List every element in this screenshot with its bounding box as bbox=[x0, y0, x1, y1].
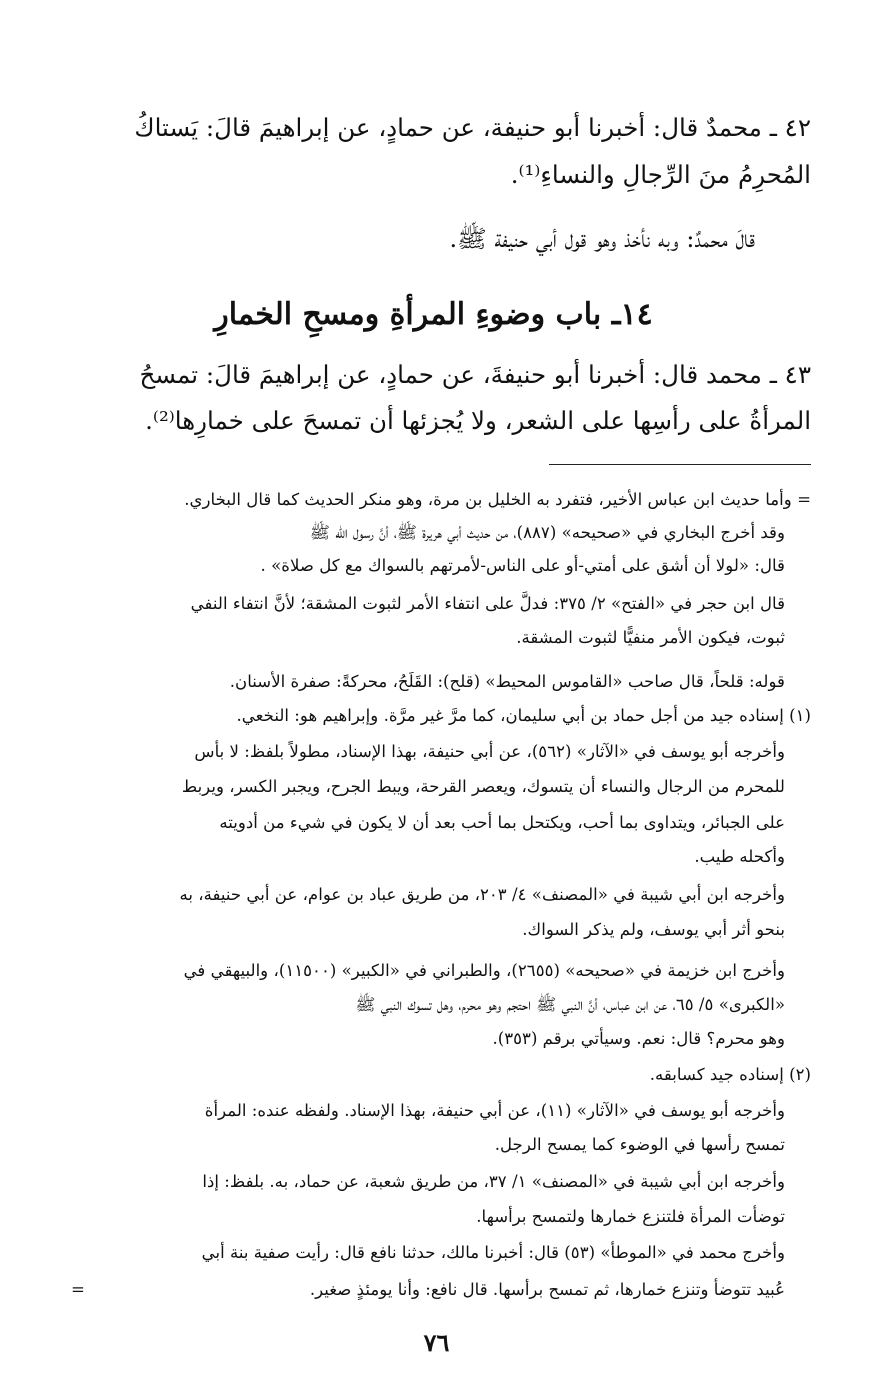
footnote-separator bbox=[549, 464, 811, 465]
hadith-43-line-1: ٤٣ ـ محمد قال: أخبرنا أبو حنيفةَ، عن حمادٍ، عن إبراهيمَ قالَ: تمسحُ bbox=[139, 360, 811, 389]
footnote-line: وأخرجه أبو يوسف في «الآثار» (١١)، عن أبي حنيفة، بهذا الإسناد. ولفظه عنده: المرأة bbox=[204, 1101, 785, 1120]
footnote-line: ثبوت، فيكون الأمر منفيًّا لثبوت المشقة. bbox=[516, 628, 785, 647]
footnote-line: توضأت المرأة فلتنزع خمارها ولتمسح برأسها. bbox=[476, 1207, 785, 1226]
footnote-line: بنحو أثر أبي يوسف، ولم يذكر السواك. bbox=[522, 920, 785, 939]
footnote-line: وأخرجه ابن أبي شيبة في «المصنف» ٤/ ٢٠٣، من طريق عباد بن عوام، عن أبي حنيفة، به bbox=[179, 885, 785, 904]
footnote-line: عُبيد تتوضأ وتنزع خمارها، ثم تمسح برأسها. قال نافع: وأنا يومئذٍ صغير. bbox=[309, 1280, 785, 1299]
footnote-line: = وأما حديث ابن عباس الأخير، فتفرد به الخليل بن مرة، وهو منكر الحديث كما قال البخاري. bbox=[184, 490, 811, 509]
footnote-line: وقد أخرج البخاري في «صحيحه» (٨٨٧)، من حديث أبي هريرة ﷺ، أنَّ رسول الله ﷺ bbox=[309, 523, 785, 542]
footnote-line: وأخرج محمد في «الموطأ» (٥٣) قال: أخبرنا مالك، حدثنا نافع قال: رأيت صفية بنة أبي bbox=[201, 1243, 785, 1262]
footnote-line: قال ابن حجر في «الفتح» ٢/ ٣٧٥: فدلَّ على انتفاء الأمر لثبوت المشقة؛ لأنَّ انتفاء النفي bbox=[190, 594, 785, 613]
continuation-mark: = bbox=[71, 1280, 85, 1299]
footnote-line: وأخرجه ابن أبي شيبة في «المصنف» ١/ ٣٧، من طريق شعبة، عن حماد، به. بلفظ: إذا bbox=[202, 1172, 785, 1191]
footnote-line: للمحرم من الرجال والنساء أن يتسوك، ويعصر القرحة، ويبط الجرح، ويجبر الكسر، ويربط bbox=[181, 777, 785, 796]
hadith-42-line-1: ٤٢ ـ محمدٌ قال: أخبرنا أبو حنيفة، عن حمادٍ، عن إبراهيمَ قالَ: يَستاكُ bbox=[134, 113, 811, 142]
hadith-42-comment: قالَ محمدٌ: وبه نأخذ وهو قول أبي حنيفة ﷺ. bbox=[449, 224, 755, 253]
hadith-42-line-2: المُحرِمُ منَ الرِّجالِ والنساءِ⁽¹⁾. bbox=[510, 160, 811, 189]
page-number: ٧٦ bbox=[423, 1328, 450, 1357]
chapter-heading: ١٤ـ باب وضوءِ المرأةِ ومسحِ الخمارِ bbox=[214, 297, 653, 332]
hadith-43-line-2: المرأةُ على رأسِها على الشعر، ولا يُجزئها أن تمسحَ على خمارِها⁽²⁾. bbox=[145, 406, 811, 435]
footnote-line: تمسح رأسها في الوضوء كما يمسح الرجل. bbox=[494, 1135, 785, 1154]
footnote-line: وأخرج ابن خزيمة في «صحيحه» (٢٦٥٥)، والطبراني في «الكبير» (١١٥٠٠)، والبيهقي في bbox=[183, 961, 785, 980]
footnote-2-start: (٢) إسناده جيد كسابقه. bbox=[649, 1065, 811, 1084]
footnote-line: على الجبائر، ويتداوى بما أحب، ويكتحل بما أحب بعد أن لا يكون في شيء من أدويته bbox=[219, 813, 785, 832]
footnote-line: قوله: قلحاً، قال صاحب «القاموس المحيط» (قلح): القَلَحُ، محركةً: صفرة الأسنان. bbox=[229, 672, 785, 691]
footnote-line: وهو محرم؟ قال: نعم. وسيأتي برقم (٣٥٣). bbox=[492, 1029, 785, 1048]
footnote-1-start: (١) إسناده جيد من أجل حماد بن أبي سليمان، كما مرَّ غير مرَّة. وإبراهيم هو: النخعي. bbox=[236, 706, 811, 725]
footnote-line: وأكحله طيب. bbox=[694, 847, 785, 866]
footnote-line: «الكبرى» ٥/ ٦٥، عن ابن عباس، أنَّ النبي ﷺ احتجم وهو محرم، وهل تسوك النبي ﷺ bbox=[355, 995, 785, 1014]
footnote-line: قال: «لولا أن أشق على أمتي-أو على الناس-لأمرتهم بالسواك مع كل صلاة» . bbox=[260, 556, 785, 575]
footnote-line: وأخرجه أبو يوسف في «الآثار» (٥٦٢)، عن أبي حنيفة، بهذا الإسناد، مطولاً بلفظ: لا بأس bbox=[194, 742, 785, 761]
